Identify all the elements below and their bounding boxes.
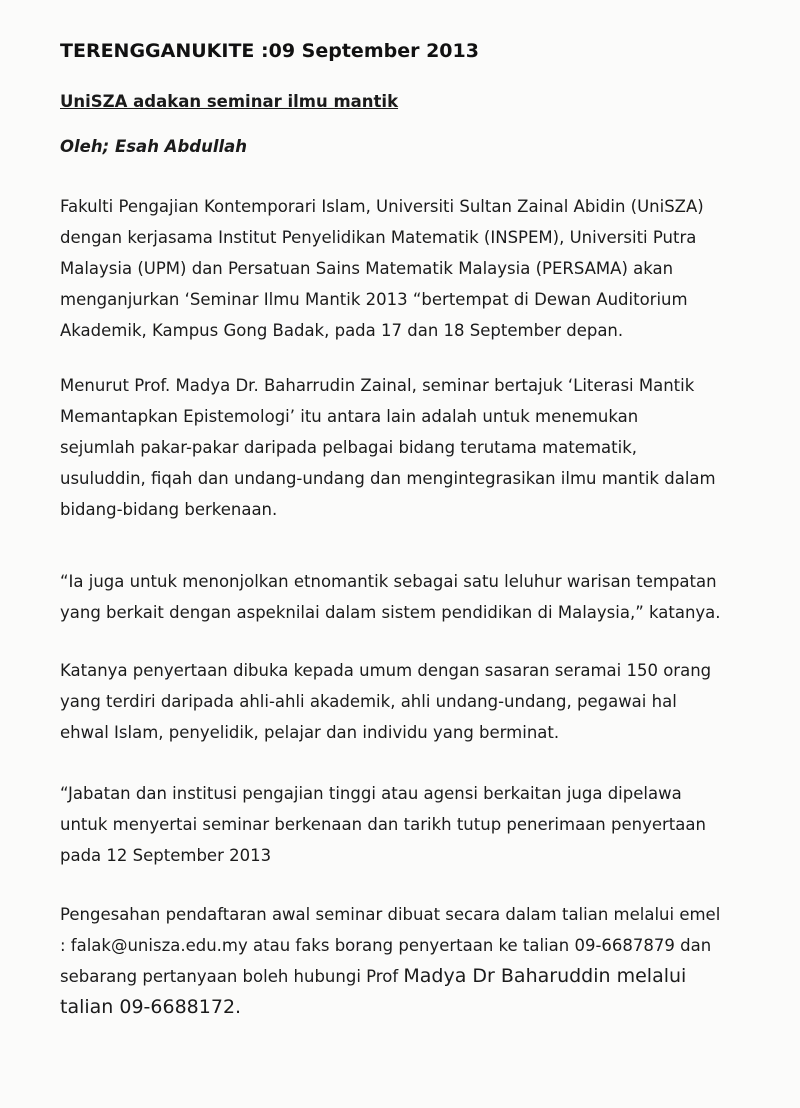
paragraph-text: sebarang pertanyaan boleh hubungi Prof bbox=[60, 967, 404, 986]
paragraph-line: yang berkait dengan aspeknilai dalam sistem pendidikan di Malaysia,” katanya. bbox=[60, 603, 721, 622]
paragraph-line: usuluddin, fiqah dan undang-undang dan mengintegrasikan ilmu mantik dalam bbox=[60, 469, 716, 488]
paragraph-line bbox=[60, 961, 780, 992]
paragraph-4 bbox=[60, 655, 780, 748]
paragraph-2 bbox=[60, 370, 780, 525]
paragraph-line: : falak@unisza.edu.my atau faks borang penyertaan ke talian 09-6687879 dan bbox=[60, 936, 712, 955]
paragraph-line: bidang-bidang berkenaan. bbox=[60, 500, 278, 519]
paragraph-line: sejumlah pakar-pakar daripada pelbagai bidang terutama matematik, bbox=[60, 438, 638, 457]
paragraph-6 bbox=[60, 899, 780, 1023]
paragraph-line: “Jabatan dan institusi pengajian tinggi atau agensi berkaitan juga dipelawa bbox=[60, 784, 682, 803]
paragraph-line: Memantapkan Epistemologi’ itu antara lain adalah untuk menemukan bbox=[60, 407, 639, 426]
paragraph-1 bbox=[60, 191, 780, 346]
paragraph-line: ehwal Islam, penyelidik, pelajar dan individu yang berminat. bbox=[60, 723, 560, 742]
paragraph-line: pada 12 September 2013 bbox=[60, 846, 272, 865]
paragraph-3 bbox=[60, 566, 780, 628]
paragraph-line: Fakulti Pengajian Kontemporari Islam, Universiti Sultan Zainal Abidin (UniSZA) bbox=[60, 197, 704, 216]
paragraph-text-large: Madya Dr Baharuddin melalui bbox=[403, 965, 687, 987]
paragraph-line: Katanya penyertaan dibuka kepada umum dengan sasaran seramai 150 orang bbox=[60, 661, 712, 680]
paragraph-line: Menurut Prof. Madya Dr. Baharrudin Zainal, seminar bertajuk ‘Literasi Mantik bbox=[60, 376, 695, 395]
paragraph-line: Akademik, Kampus Gong Badak, pada 17 dan 18 September depan. bbox=[60, 321, 624, 340]
paragraph-5 bbox=[60, 778, 780, 871]
paragraph-line: menganjurkan ‘Seminar Ilmu Mantik 2013 “bertempat di Dewan Auditorium bbox=[60, 290, 688, 309]
paragraph-line-large: talian 09-6688172. bbox=[60, 996, 242, 1018]
paragraph-line: yang terdiri daripada ahli-ahli akademik, ahli undang-undang, pegawai hal bbox=[60, 692, 677, 711]
paragraph-line: untuk menyertai seminar berkenaan dan tarikh tutup penerimaan penyertaan bbox=[60, 815, 706, 834]
paragraph-line: “Ia juga untuk menonjolkan etnomantik sebagai satu leluhur warisan tempatan bbox=[60, 572, 717, 591]
article-headline: UniSZA adakan seminar ilmu mantik bbox=[60, 92, 399, 111]
dateline: TERENGGANUKITE :09 September 2013 bbox=[60, 40, 479, 62]
paragraph-line: Malaysia (UPM) dan Persatuan Sains Matematik Malaysia (PERSAMA) akan bbox=[60, 259, 674, 278]
paragraph-line: dengan kerjasama Institut Penyelidikan Matematik (INSPEM), Universiti Putra bbox=[60, 228, 697, 247]
article-byline: Oleh; Esah Abdullah bbox=[60, 137, 248, 156]
paragraph-line: Pengesahan pendaftaran awal seminar dibuat secara dalam talian melalui emel bbox=[60, 905, 721, 924]
